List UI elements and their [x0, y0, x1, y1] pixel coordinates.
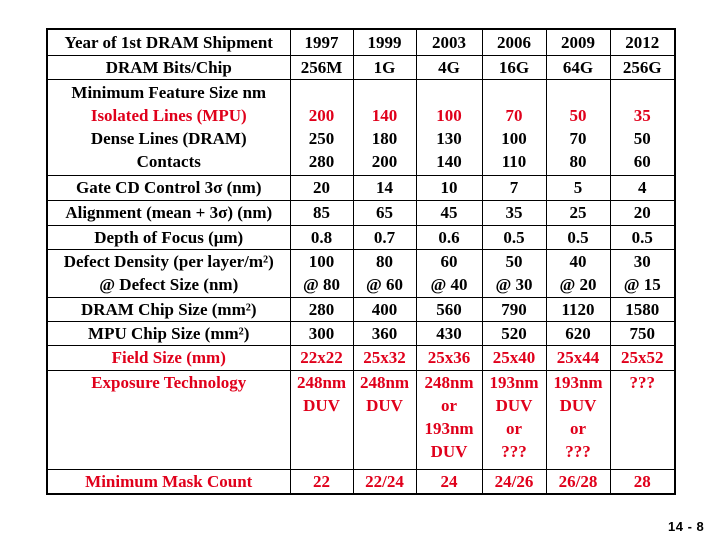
row-label-line: Alignment (mean + 3σ) (nm) [65, 203, 273, 222]
value-line: 0.5 [631, 227, 653, 247]
year-cell: 1999 [353, 29, 416, 55]
header-label: Year of 1st DRAM Shipment [47, 29, 290, 55]
row-label [47, 79, 290, 175]
value-cell [353, 321, 416, 345]
value-cell [290, 79, 353, 175]
value-cell [610, 469, 675, 494]
value-cell [482, 249, 546, 297]
value-line: 80 [376, 252, 393, 271]
value-line: 60 [633, 152, 651, 171]
value-line: 16G [498, 57, 530, 77]
value-line: 65 [376, 203, 393, 222]
value-line: 180 [371, 129, 398, 148]
value-cell [416, 321, 482, 345]
row-label-line: Minimum Mask Count [85, 471, 253, 491]
value-cell [546, 200, 610, 225]
value-cell [546, 249, 610, 297]
value-line: 0.5 [567, 227, 589, 247]
table-row [47, 200, 675, 225]
value-cell [610, 225, 675, 249]
value-line: 110 [501, 152, 527, 171]
value-line: 0.6 [438, 227, 460, 247]
value-line: 430 [436, 323, 462, 343]
value-cell [290, 55, 353, 79]
value-line: 25x36 [427, 348, 471, 367]
row-label-line: Field Size (mm) [111, 348, 226, 367]
value-line: ??? [565, 441, 591, 461]
value-line: 50 [633, 129, 651, 148]
row-label-line: Defect Density (per layer/m²) [63, 252, 274, 271]
value-cell [416, 469, 482, 494]
value-cell [290, 345, 353, 370]
value-line: 85 [313, 203, 330, 222]
value-cell [353, 370, 416, 469]
value-line: 24/26 [494, 471, 534, 491]
value-line: @ 60 [365, 275, 404, 294]
table-row [47, 79, 675, 175]
value-cell [290, 370, 353, 469]
row-label-line: Contacts [136, 152, 201, 171]
value-cell [353, 249, 416, 297]
value-line: 25x44 [556, 348, 600, 367]
table-row [47, 297, 675, 321]
value-line: 30 [633, 252, 651, 271]
value-line: 256M [300, 57, 343, 77]
value-line: 50 [569, 106, 587, 125]
value-line: 193nm [489, 372, 539, 392]
value-line [419, 81, 480, 104]
value-cell [610, 321, 675, 345]
value-cell [482, 469, 546, 494]
value-line: DUV [366, 395, 403, 415]
value-line: 20 [313, 178, 330, 197]
value-line [613, 81, 673, 104]
value-cell [546, 469, 610, 494]
value-cell [353, 469, 416, 494]
value-line: 200 [308, 106, 335, 125]
value-line: DUV [430, 441, 468, 461]
value-cell [482, 321, 546, 345]
year-cell: 1997 [290, 29, 353, 55]
value-line: 620 [565, 323, 591, 343]
value-line: 100 [501, 129, 527, 148]
value-line: or [440, 395, 458, 415]
value-line: 0.5 [503, 227, 525, 247]
table-row [47, 175, 675, 200]
page-number: 14 - 8 [668, 519, 705, 534]
value-cell [546, 297, 610, 321]
row-label [47, 370, 290, 469]
value-line: @ 20 [559, 275, 597, 294]
roadmap-table-container [46, 28, 674, 494]
row-label [47, 321, 290, 345]
value-line: @ 80 [302, 275, 341, 294]
year-cell: 2003 [416, 29, 482, 55]
value-line [485, 81, 544, 104]
value-cell [482, 175, 546, 200]
value-line: 25x32 [363, 348, 406, 367]
value-cell [610, 79, 675, 175]
value-line: 256G [622, 57, 662, 77]
value-line: 248nm [359, 372, 410, 392]
value-cell [610, 249, 675, 297]
row-label-line: Minimum Feature Size nm [71, 83, 267, 102]
value-cell [546, 175, 610, 200]
value-line: 7 [509, 178, 519, 197]
value-line: @ 30 [495, 275, 533, 294]
row-label [47, 297, 290, 321]
header-row [47, 29, 675, 55]
row-label-line: MPU Chip Size (mm²) [88, 323, 250, 343]
value-cell [290, 175, 353, 200]
row-label [47, 345, 290, 370]
value-line: 360 [371, 323, 398, 343]
value-line: 22/24 [365, 471, 404, 491]
value-cell [546, 321, 610, 345]
value-cell [416, 297, 482, 321]
value-line: 35 [633, 106, 651, 125]
row-label-line: DRAM Chip Size (mm²) [80, 299, 257, 319]
value-line: 22x22 [300, 348, 343, 367]
value-cell [353, 175, 416, 200]
value-cell [290, 200, 353, 225]
row-label [47, 55, 290, 79]
value-line: 248nm [296, 372, 347, 392]
value-line: 280 [308, 152, 335, 171]
value-cell [546, 55, 610, 79]
row-label [47, 225, 290, 249]
year-cell: 2012 [610, 29, 675, 55]
value-cell [546, 345, 610, 370]
value-line: 25 [569, 203, 587, 222]
value-line [293, 81, 351, 104]
value-line: DUV [303, 395, 340, 415]
value-line: 14 [376, 178, 393, 197]
value-line: 140 [371, 106, 398, 125]
value-cell [290, 225, 353, 249]
table-row [47, 345, 675, 370]
value-line: 520 [501, 323, 527, 343]
value-line: 4 [638, 178, 647, 197]
value-line: 300 [308, 323, 335, 343]
value-line: 80 [569, 152, 587, 171]
value-line: or [505, 418, 523, 438]
value-cell [353, 297, 416, 321]
value-cell [290, 321, 353, 345]
value-cell [416, 345, 482, 370]
value-line: DUV [559, 395, 597, 415]
value-cell [482, 370, 546, 469]
value-cell [416, 55, 482, 79]
value-cell [482, 225, 546, 249]
value-cell [416, 175, 482, 200]
value-line: @ 15 [623, 275, 661, 294]
value-line: 248nm [424, 372, 474, 392]
value-line: 280 [308, 299, 335, 319]
value-line: 140 [436, 152, 462, 171]
value-cell [290, 469, 353, 494]
value-line: DUV [495, 395, 533, 415]
value-line: 1G [373, 57, 396, 77]
table-row [47, 321, 675, 345]
value-line: ??? [629, 372, 655, 392]
value-line: 28 [633, 471, 651, 491]
value-cell [546, 370, 610, 469]
value-line: 1120 [561, 299, 595, 319]
value-line: 5 [573, 178, 583, 197]
value-line: 790 [501, 299, 527, 319]
value-cell [610, 370, 675, 469]
value-line [356, 81, 414, 104]
value-line: 560 [436, 299, 462, 319]
row-label-line: Dense Lines (DRAM) [90, 129, 247, 148]
row-label [47, 200, 290, 225]
value-line: or [569, 418, 587, 438]
table-row [47, 225, 675, 249]
value-line: 100 [436, 106, 462, 125]
value-cell [353, 55, 416, 79]
lithography-roadmap-table [46, 28, 676, 495]
value-cell [353, 345, 416, 370]
value-line: 22 [313, 471, 330, 491]
value-cell [610, 297, 675, 321]
value-line: 24 [440, 471, 458, 491]
value-line: 64G [562, 57, 594, 77]
value-line: 40 [569, 252, 587, 271]
row-label-line: @ Defect Size (nm) [99, 275, 239, 294]
value-cell [416, 225, 482, 249]
value-line: 26/28 [558, 471, 598, 491]
row-label-line: Depth of Focus (μm) [94, 227, 244, 247]
row-label [47, 175, 290, 200]
year-cell: 2009 [546, 29, 610, 55]
value-line: 35 [505, 203, 523, 222]
value-cell [290, 297, 353, 321]
value-cell [416, 79, 482, 175]
value-line: 0.7 [373, 227, 396, 247]
value-line: 1580 [625, 299, 660, 319]
value-cell [546, 79, 610, 175]
value-line: 750 [629, 323, 655, 343]
value-line: 10 [440, 178, 458, 197]
value-line: 200 [371, 152, 398, 171]
row-label-line: Isolated Lines (MPU) [90, 106, 247, 125]
value-cell [353, 200, 416, 225]
value-cell [610, 175, 675, 200]
value-line: 400 [371, 299, 398, 319]
value-cell [416, 200, 482, 225]
value-line: 60 [440, 252, 458, 271]
value-line: 70 [505, 106, 523, 125]
table-row [47, 469, 675, 494]
value-cell [353, 79, 416, 175]
value-cell [416, 249, 482, 297]
value-cell [290, 249, 353, 297]
value-line: ??? [501, 441, 527, 461]
value-line: 193nm [553, 372, 603, 392]
value-line: 70 [569, 129, 587, 148]
value-cell [353, 225, 416, 249]
value-line: 100 [308, 252, 335, 271]
table-body [47, 29, 675, 494]
table-row [47, 370, 675, 469]
value-cell [482, 297, 546, 321]
value-line: 193nm [424, 418, 474, 438]
value-line: 4G [438, 57, 460, 77]
value-cell [416, 370, 482, 469]
table-row [47, 55, 675, 79]
year-cell: 2006 [482, 29, 546, 55]
value-line: 25x52 [621, 348, 664, 367]
row-label-line: Gate CD Control 3σ (nm) [75, 178, 262, 197]
value-line: 45 [440, 203, 458, 222]
value-line: 130 [436, 129, 462, 148]
value-line: 250 [308, 129, 335, 148]
value-line [549, 81, 608, 104]
value-cell [482, 345, 546, 370]
value-cell [482, 55, 546, 79]
value-line: 0.8 [310, 227, 333, 247]
value-line: @ 40 [430, 275, 468, 294]
value-line: 50 [505, 252, 523, 271]
value-cell [482, 200, 546, 225]
value-line: 20 [633, 203, 651, 222]
row-label-line: DRAM Bits/Chip [105, 57, 232, 77]
row-label [47, 249, 290, 297]
row-label [47, 469, 290, 494]
value-cell [546, 225, 610, 249]
row-label-line: Exposure Technology [91, 372, 247, 392]
value-line: 25x40 [492, 348, 536, 367]
value-cell [610, 345, 675, 370]
value-cell [482, 79, 546, 175]
table-row [47, 249, 675, 297]
value-cell [610, 55, 675, 79]
value-cell [610, 200, 675, 225]
